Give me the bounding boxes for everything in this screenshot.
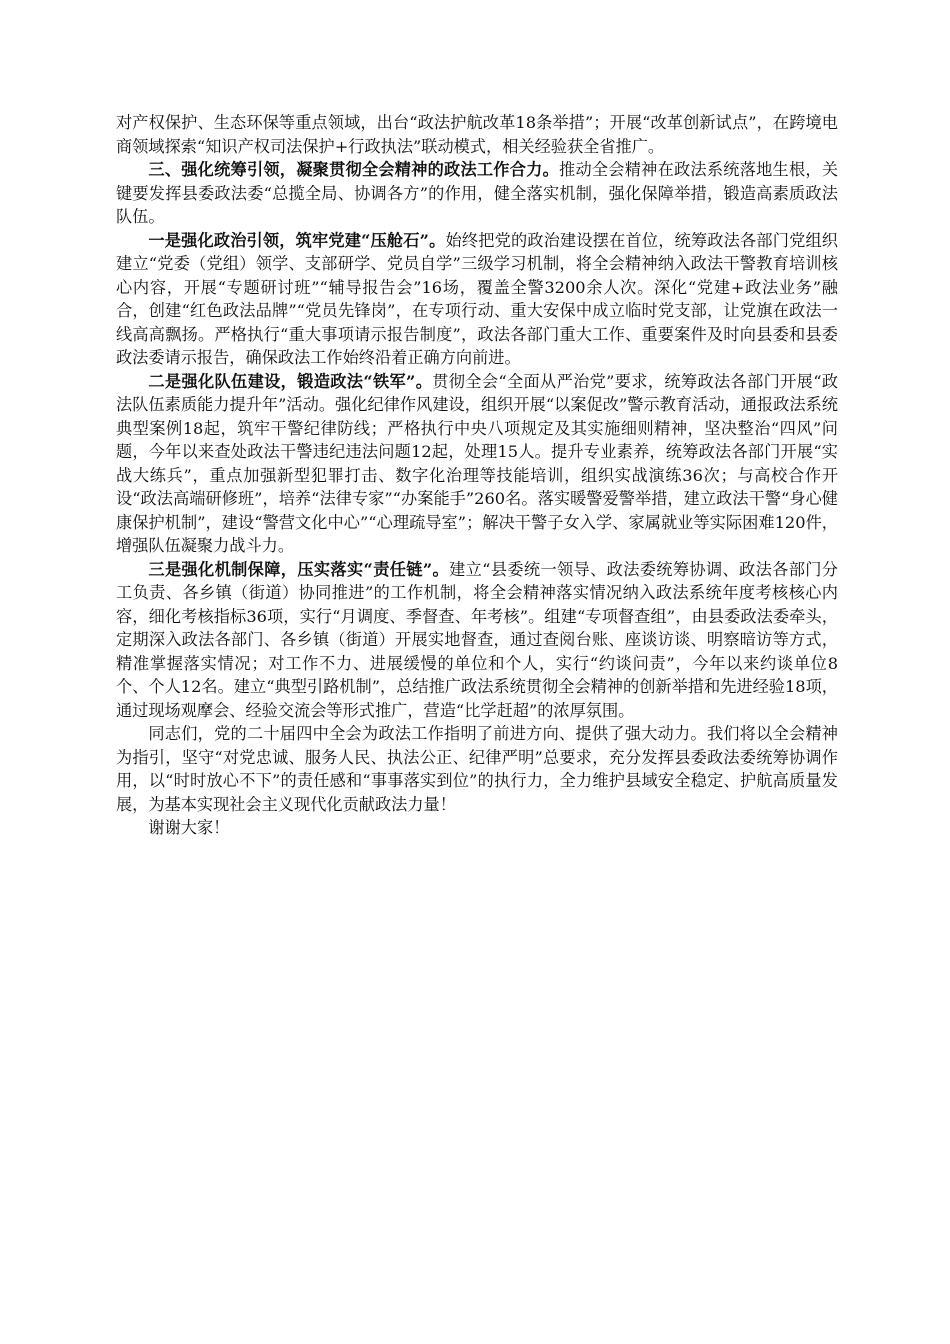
point-two-paragraph [116,370,838,558]
section-three-paragraph [116,158,838,229]
point-heading: 三是强化机制保障，压实落实“责任链”。 [148,559,450,579]
document-body [116,111,838,840]
paragraph-text: 对产权保护、生态环保等重点领域，出台“政法护航改革18条举措”；开展“改革创新试点”，在跨境电商领域探索“知识产权司法保护+行政执法”联动模式，相关经验获全省推广。 [116,113,838,156]
paragraph-text: 同志们，党的二十届四中全会为政法工作指明了前进方向、提供了强大动力。我们将以全会精神为指引，坚守“对党忠诚、服务人民、执法公正、纪律严明”总要求，充分发挥县委政法委统筹协调作用，以“时时放心不下”的责任感和“事事落实到位”的执行力，全力维护县域安全稳定、护航高质量发展，为基本实现社会主义现代化贡献政法力量！ [116,724,838,814]
paragraph-text: 推动全会精神在政法系统落地生根，关键要发挥县委政法委“总揽全局、协调各方”的作用，健全落实机制，强化保障举措，锻造高素质政法队伍。 [116,160,839,226]
point-one-paragraph [116,229,838,370]
paragraph-text: 始终把党的政治建设摆在首位，统筹政法各部门党组织建立“党委（党组）领学、支部研学、党员自学”三级学习机制，将全会精神纳入政法干警教育培训核心内容，开展“专题研讨班”“辅导报告会”16场，覆盖全警3200余人次。深化“党建+政法业务”融合，创建“红色政法品牌”“党员先锋岗”，在专项行动、重大安保中成立临时党支部，让党旗在政法一线高高飘扬。严格执行“重大事项请示报告制度”，政法各部门重大工作、重要案件及时向县委和县委政法委请示报告，确保政法工作始终沿着正确方向前进。 [116,230,838,367]
paragraph-text: 谢谢大家！ [148,818,230,837]
closing-paragraph [116,722,838,816]
thanks-line [116,816,838,840]
paragraph-text: 建立“县委统一领导、政法委统筹协调、政法各部门分工负责、各乡镇（街道）协同推进”的工作机制，将全会精神落实情况纳入政法系统年度考核核心内容，细化考核指标36项，实行“月调度、季督查、年考核”。组建“专项督查组”，由县委政法委牵头，定期深入政法各部门、各乡镇（街道）开展实地督查，通过查阅台账、座谈访谈、明察暗访等方式，精准掌握落实情况；对工作不力、进展缓慢的单位和个人，实行“约谈问责”，今年以来约谈单位8个、个人12名。建立“典型引路机制”，总结推广政法系统贯彻全会精神的创新举措和先进经验18项，通过现场观摩会、经验交流会等形式推广，营造“比学赶超”的浓厚氛围。 [116,559,838,720]
paragraph-text: 贯彻全会“全面从严治党”要求，统筹政法各部门开展“政法队伍素质能力提升年”活动。强化纪律作风建设，组织开展“以案促改”警示教育活动，通报政法系统典型案例18起，筑牢干警纪律防线；严格执行中央八项规定及其实施细则精神，坚决整治“四风”问题，今年以来查处政法干警违纪违法问题12起，处理15人。提升专业素养，统筹政法各部门开展“实战大练兵”，重点加强新型犯罪打击、数字化治理等技能培训，组织实战演练36次；与高校合作开设“政法高端研修班”，培养“法律专家”“办案能手”260名。落实暖警爱警举措，建立政法干警“身心健康保护机制”，建设“警营文化中心”“心理疏导室”；解决干警子女入学、家属就业等实际困难120件，增强队伍凝聚力战斗力。 [116,371,839,555]
point-three-paragraph [116,558,838,723]
paragraph-continuation [116,111,838,158]
section-heading: 三、强化统筹引领，凝聚贯彻全会精神的政法工作合力。 [148,160,560,179]
point-heading: 二是强化队伍建设，锻造政法“铁军”。 [148,371,433,391]
point-heading: 一是强化政治引领，筑牢党建“压舱石”。 [148,230,446,250]
